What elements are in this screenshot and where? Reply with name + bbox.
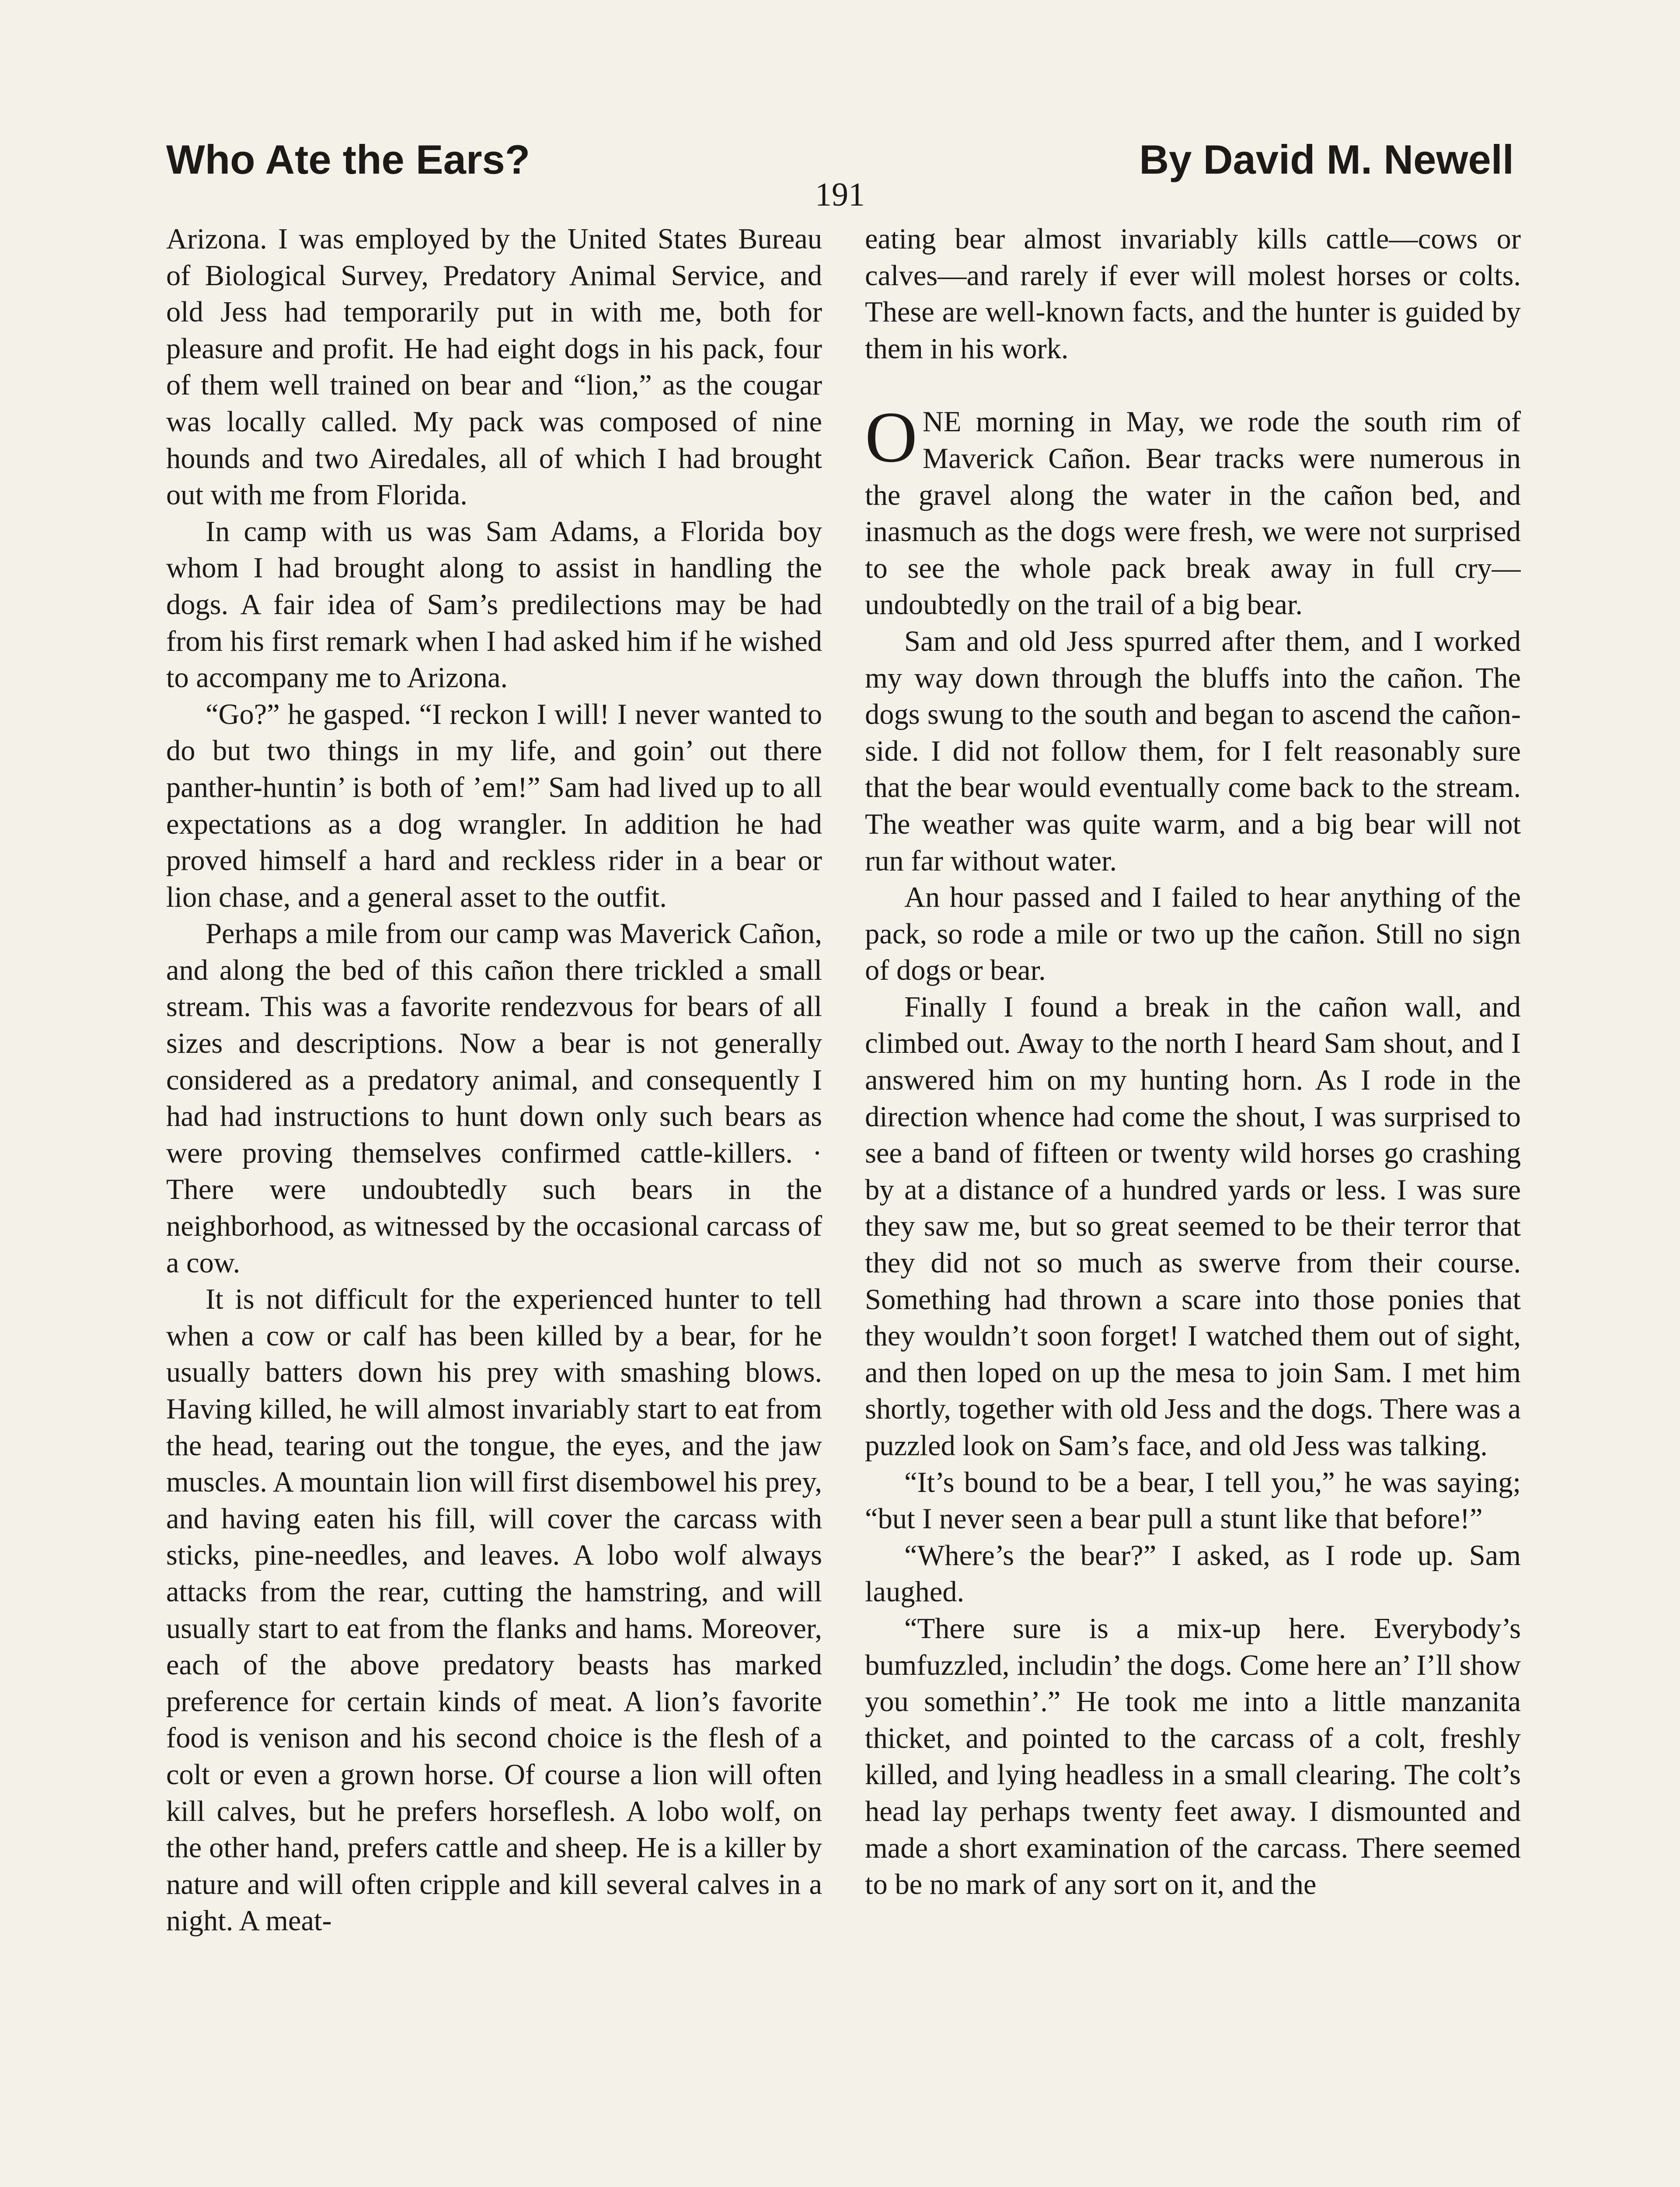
paragraph: Perhaps a mile from our camp was Maverick Cañon, and along the bed of this cañon there trickled a small stream. This was a favorite rendezvous for bears of all sizes and descriptions. Now a bear is not generally considered as a predatory animal, and consequently I had had instructions to hunt down only such bears as were proving themselves confirmed cattle-killers. · There were undoubtedly such bears in the neighborhood, as witnessed by the occasional carcass of a cow. — [166, 918, 822, 1279]
paragraph: “Where’s the bear?” I asked, as I rode up. Sam laughed. — [865, 1539, 1521, 1608]
paragraph: Finally I found a break in the cañon wall, and climbed out. Away to the north I heard Sam shout, and I answered him on my hunting horn. As I rode in the direction whence had come the shout, I was surprised to see a band of fifteen or twenty wild horses go crashing by at a distance of a hundred yards or less. I was sure they saw me, but so great seemed to be their terror that they did not so much as swerve from their course. Something had thrown a scare into those ponies that they wouldn’t soon forget! I watched them out of sight, and then loped on up the mesa to join Sam. I met him shortly, together with old Jess and the dogs. There was a puzzled look on Sam’s face, and old Jess was talking. — [865, 991, 1521, 1462]
right-column — [865, 221, 1521, 2187]
paragraph: “Go?” he gasped. “I reckon I will! I never wanted to do but two things in my life, and goin’ out there panther-huntin’ is both of ’em!” Sam had lived up to all expectations as a dog wrangler. In addition he had proved himself a hard and reckless rider in a bear or lion chase, and a general asset to the outfit. — [166, 698, 822, 913]
drop-cap: O — [865, 397, 917, 478]
paragraph: Arizona. I was employed by the United States Bureau of Biological Survey, Predatory Animal Service, and old Jess had temporarily put in with me, both for pleasure and profit. He had eight dogs in his pack, four of them well trained on bear and “lion,” as the cougar was locally called. My pack was composed of nine hounds and two Airedales, all of which I had brought out with me from Florida. — [166, 223, 822, 511]
paragraph: “It’s bound to be a bear, I tell you,” he was saying; “but I never seen a bear pull a stunt like that before!” — [865, 1466, 1521, 1535]
page-number: 191 — [815, 176, 865, 213]
section-opening-paragraph — [865, 397, 1521, 623]
paragraph: Sam and old Jess spurred after them, and I worked my way down through the bluffs into the cañon. The dogs swung to the south and began to ascend the cañon-side. I did not follow them, for I felt reasonably sure that the bear would eventually come back to the stream. The weather was quite warm, and a big bear will not run far without water. — [865, 625, 1521, 877]
paragraph: An hour passed and I failed to hear anything of the pack, so rode a mile or two up the cañon. Still no sign of dogs or bear. — [865, 881, 1521, 987]
continued-paragraph: eating bear almost invariably kills cattle—cows or calves—and rarely if ever will molest horses or colts. These are well-known facts, and the hunter is guided by them in his work. — [865, 223, 1521, 365]
author-byline: By David M. Newell — [1139, 136, 1514, 182]
paragraph: “There sure is a mix-up here. Everybody’s bumfuzzled, includin’ the dogs. Come here an’ I’ll show you somethin’.” He took me into a little manzanita thicket, and pointed to the carcass of a colt, freshly killed, and lying headless in a small clearing. The colt’s head lay perhaps twenty feet away. I dismounted and made a short examination of the carcass. There seemed to be no mark of any sort on it, and the — [865, 1612, 1521, 1901]
paragraph: In camp with us was Sam Adams, a Florida boy whom I had brought along to assist in handling the dogs. A fair idea of Sam’s predilections may be had from his first remark when I had asked him if he wished to accompany me to Arizona. — [166, 515, 822, 694]
section-opening-text: NE morning in May, we rode the south rim of Maverick Cañon. Bear tracks were numerous in the gravel along the water in the cañon bed, and inasmuch as the dogs were fresh, we were not surprised to see the whole pack break away in full cry—undoubtedly on the trail of a big bear. — [865, 406, 1521, 621]
left-column — [166, 221, 822, 2187]
story-title: Who Ate the Ears? — [166, 136, 530, 182]
paragraph: It is not difficult for the experienced hunter to tell when a cow or calf has been killed by a bear, for he usually batters down his prey with smashing blows. Having killed, he will almost invariably start to eat from the head, tearing out the tongue, the eyes, and the jaw muscles. A mountain lion will first disembowel his prey, and having eaten his fill, will cover the carcass with sticks, pine-needles, and leaves. A lobo wolf always attacks from the rear, cutting the hamstring, and will usually start to eat from the flanks and hams. Moreover, each of the above predatory beasts has marked preference for certain kinds of meat. A lion’s favorite food is venison and his second choice is the flesh of a colt or even a grown horse. Of course a lion will often kill calves, but he prefers horseflesh. A lobo wolf, on the other hand, prefers cattle and sheep. He is a killer by nature and will often cripple and kill several calves in a night. A meat- — [166, 1283, 822, 1937]
